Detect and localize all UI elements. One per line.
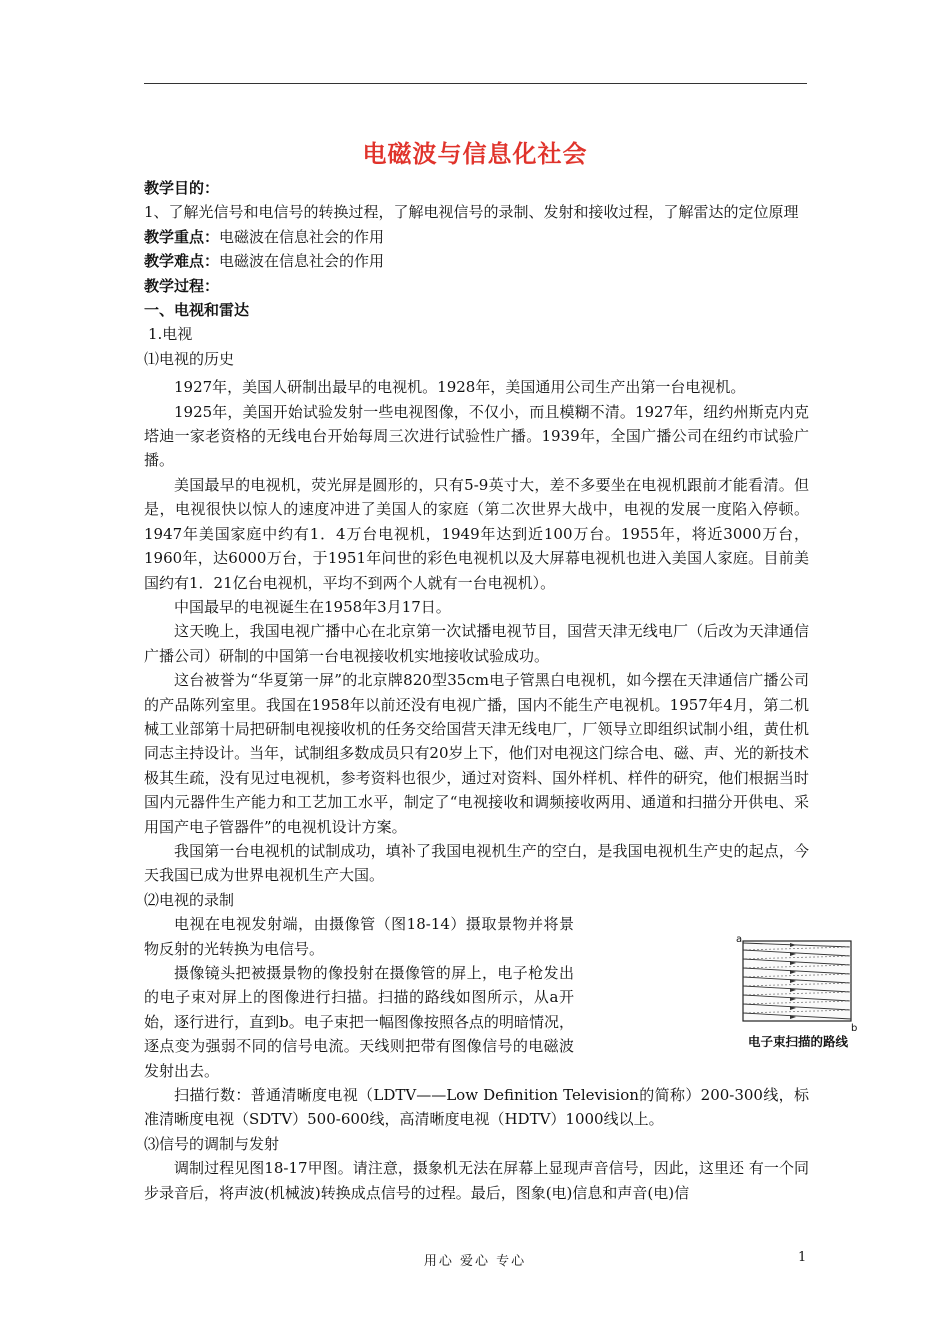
section-heading-tv-radar: 一、电视和雷达 bbox=[144, 301, 250, 320]
paragraph-7: 我国第一台电视机的试制成功，填补了我国电视机生产的空白，是我国电视机生产史的起点，今天我国已成为世界电视机生产大国。 bbox=[144, 841, 809, 885]
document-body bbox=[144, 176, 809, 1205]
focus-line bbox=[144, 225, 809, 249]
figure-label-b: b bbox=[851, 1023, 858, 1034]
figure-caption: 电子束扫描的路线 bbox=[747, 1034, 849, 1049]
paragraph-8: 电视在电视发射端，由摄像管（图18-14）摄取景物并将景物反射的光转换为电信号。 bbox=[144, 915, 574, 958]
page-number: 1 bbox=[798, 1250, 807, 1265]
paragraph-1: 1927年，美国人研制出最早的电视机。1928年，美国通用公司生产出第一台电视机。 bbox=[174, 378, 746, 397]
paragraph-10: 扫描行数：普通清晰度电视（LDTV——Low Definition Television的简称）200-300线，标准清晰度电视（SDTV）500-600线，高清晰度电视（HDTV）1000线以上。 bbox=[144, 1086, 809, 1129]
paragraph-2: 1925年，美国开始试验发射一些电视图像，不仅小，而且模糊不清。1927年，纽约州斯克内克塔迪一家老资格的无线电台开始每周三次进行试验性广播。1939年，全国广播公司在纽约市试验广播。 bbox=[144, 402, 809, 470]
focus-label: 教学重点： bbox=[144, 227, 220, 246]
subheading-tv-recording: ⑵电视的录制 bbox=[144, 890, 235, 909]
paragraph-9: 摄像镜头把被摄景物的像投射在摄像管的屏上，电子枪发出的电子束对屏上的图像进行扫描。扫描的路线如图所示，从a开始，逐行进行，直到b。电子束把一幅图像按照各点的明暗情况，逐点变为强弱不同的信号电流。天线则把带有图像信号的电磁波发射出去。 bbox=[144, 964, 574, 1080]
header-rule bbox=[144, 83, 807, 84]
scan-path-figure bbox=[736, 933, 861, 1053]
subheading-signal-modulation: ⑶信号的调制与发射 bbox=[144, 1134, 280, 1153]
objective-heading bbox=[144, 176, 809, 200]
difficulty-line bbox=[144, 249, 809, 273]
paragraph-6: 这台被誉为“华夏第一屏”的北京牌820型35cm电子管黑白电视机，如今摆在天津通信广播公司的产品陈列室里。我国在1958年以前还没有电视广播，国内不能生产电视机。1957年4月，第二机械工业部第十局把研制电视接收机的任务交给国营天津无线电厂，厂领导立即组织试制小组，黄仕机同志主持设计。当年，试制组多数成员只有20岁上下，他们对电视这门综合电、磁、声、光的新技术极其生疏，没有见过电视机，参考资料也很少，通过对资料、国外样机、样件的研究，他们根据当时国内元器件生产能力和工艺加工水平，制定了“电视接收和调频接收两用、通道和扫描分开供电、采用国产电子管器件”的电视机设计方案。 bbox=[144, 671, 809, 836]
subheading-tv-history: ⑴电视的历史 bbox=[144, 349, 235, 368]
difficulty-label: 教学难点： bbox=[144, 252, 220, 271]
paragraph-3: 美国最早的电视机，荧光屏是圆形的，只有5-9英寸大，差不多要坐在电视机跟前才能看清。但是，电视很快以惊人的速度冲进了美国人的家庭（第二次世界大战中，电视的发展一度陷入停顿。1947年美国家庭中约有1．4万台电视机，1949年达到近100万台。1955年，将近3000万台，1960年，达6000万台，于1951年问世的彩色电视机以及大屏幕电视机也进入美国人家庭。目前美国约有1．21亿台电视机，平均不到两个人就有一台电视机）。 bbox=[144, 475, 809, 592]
focus-text: 电磁波在信息社会的作用 bbox=[219, 227, 385, 246]
scan-path-diagram bbox=[736, 933, 861, 1053]
footer-motto: 用心 爱心 专心 bbox=[423, 1254, 527, 1269]
process-heading: 教学过程： bbox=[144, 276, 220, 295]
subheading-tv: 1.电视 bbox=[148, 325, 193, 344]
page-title: 电磁波与信息化社会 bbox=[362, 139, 588, 168]
difficulty-text: 电磁波在信息社会的作用 bbox=[219, 252, 385, 271]
figure-label-a: a bbox=[736, 934, 743, 945]
objective-label: 教学目的： bbox=[144, 179, 220, 197]
objective-text: 1、了解光信号和电信号的转换过程，了解电视信号的录制、发射和接收过程，了解雷达的定位原理 bbox=[144, 203, 799, 222]
paragraph-4: 中国最早的电视诞生在1958年3月17日。 bbox=[174, 597, 451, 616]
paragraph-5: 这天晚上，我国电视广播中心在北京第一次试播电视节目，国营天津无线电厂（后改为天津通信广播公司）研制的中国第一台电视接收机实地接收试验成功。 bbox=[144, 622, 809, 665]
paragraph-11: 调制过程见图18-17甲图。请注意，摄象机无法在屏幕上显现声音信号，因此，这里还 有一个同步录音后，将声波(机械波)转换成点信号的过程。最后，图象(电)信息和声音(电)信 bbox=[144, 1159, 809, 1202]
